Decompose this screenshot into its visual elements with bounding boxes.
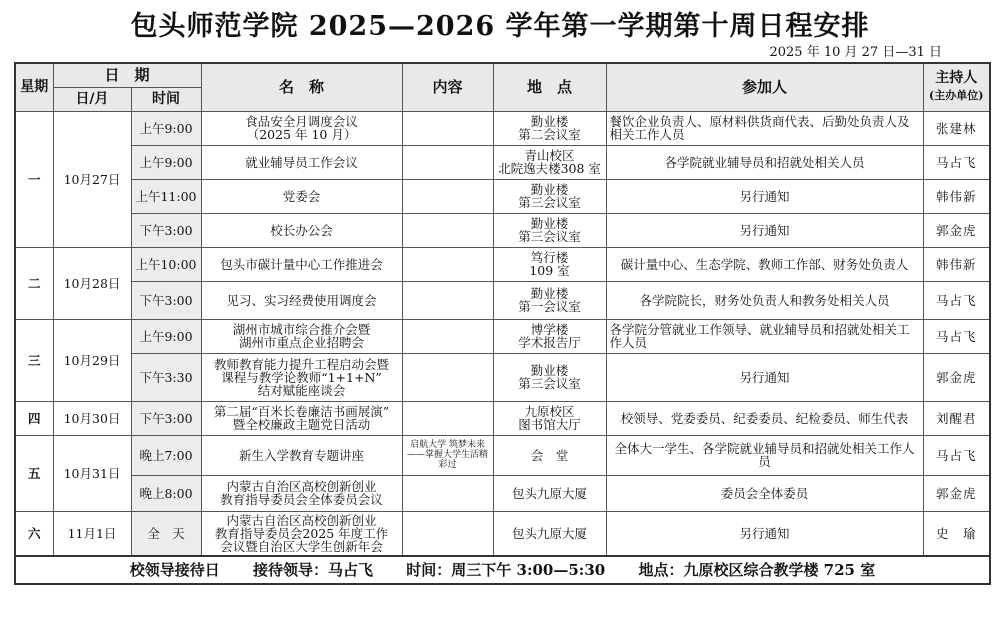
host-cell: 韩伟新 bbox=[923, 247, 990, 281]
event-content-cell-line: 启航大学 筑梦未来 bbox=[410, 440, 485, 450]
header-host-label: 主持人 bbox=[935, 70, 978, 87]
weekday-cell: 一 bbox=[15, 111, 53, 247]
location-cell bbox=[493, 145, 606, 179]
location-cell-line: 第三会议室 bbox=[518, 195, 581, 210]
event-content-cell bbox=[402, 511, 493, 556]
event-content-cell bbox=[402, 213, 493, 247]
weekday-cell: 五 bbox=[15, 435, 53, 511]
time-cell: 上午9:00 bbox=[131, 145, 201, 179]
event-name-cell bbox=[201, 319, 402, 353]
location-cell bbox=[493, 319, 606, 353]
event-name-cell bbox=[201, 111, 402, 145]
location-cell bbox=[493, 435, 606, 475]
header-host-sub: (主办单位) bbox=[929, 89, 984, 103]
location-cell-line: 九原校区 bbox=[524, 404, 575, 419]
location-cell bbox=[493, 213, 606, 247]
date-cell: 11月1日 bbox=[53, 511, 131, 556]
location-cell-line: 109 室 bbox=[529, 263, 570, 278]
location-cell-line: 博学楼 bbox=[530, 322, 569, 337]
location-cell bbox=[493, 401, 606, 435]
date-cell: 10月30日 bbox=[53, 401, 131, 435]
weekday-cell: 四 bbox=[15, 401, 53, 435]
event-name-cell-line: 就业辅导员工作会议 bbox=[245, 154, 358, 170]
time-cell: 下午3:00 bbox=[131, 213, 201, 247]
schedule-row bbox=[15, 353, 990, 401]
schedule-table bbox=[14, 62, 991, 585]
event-name-cell-line: 暨全校廉政主题党日活动 bbox=[232, 417, 371, 432]
location-cell-line: 勤业楼 bbox=[530, 182, 569, 197]
event-name-cell-line: 新生入学教育专题讲座 bbox=[239, 447, 365, 463]
schedule-row bbox=[15, 281, 990, 319]
time-cell: 下午3:30 bbox=[131, 353, 201, 401]
participants-cell: 全体大一学生、各学院就业辅导员和招就处相关工作人员 bbox=[606, 435, 923, 475]
location-cell-line: 第三会议室 bbox=[518, 229, 581, 244]
header-location: 地 点 bbox=[493, 63, 606, 111]
footer-place: 地点：九原校区综合教学楼 725 室 bbox=[638, 560, 876, 579]
schedule-row bbox=[15, 319, 990, 353]
time-cell: 上午10:00 bbox=[131, 247, 201, 281]
participants-cell: 另行通知 bbox=[606, 353, 923, 401]
event-name-cell bbox=[201, 179, 402, 213]
location-cell-line: 笃行楼 bbox=[530, 250, 569, 265]
location-cell-line: 第一会议室 bbox=[518, 299, 581, 314]
event-name-cell-line: 食品安全月调度会议 bbox=[245, 114, 358, 129]
schedule-row bbox=[15, 475, 990, 511]
host-cell: 史 瑜 bbox=[923, 511, 990, 556]
event-name-cell bbox=[201, 475, 402, 511]
event-name-cell-line: 内蒙古自治区高校创新创业 bbox=[226, 512, 377, 528]
time-cell: 下午3:00 bbox=[131, 401, 201, 435]
host-cell: 马占飞 bbox=[923, 281, 990, 319]
location-cell-line: 第二会议室 bbox=[518, 127, 581, 142]
participants-cell: 校领导、党委委员、纪委委员、纪检委员、师生代表 bbox=[606, 401, 923, 435]
event-name-cell bbox=[201, 401, 402, 435]
location-cell bbox=[493, 111, 606, 145]
time-cell: 上午9:00 bbox=[131, 319, 201, 353]
event-content-cell bbox=[402, 475, 493, 511]
participants-cell: 各学院就业辅导员和招就处相关人员 bbox=[606, 145, 923, 179]
location-cell bbox=[493, 511, 606, 556]
header-day-month: 日/月 bbox=[53, 87, 131, 111]
location-cell-line: 会 堂 bbox=[530, 447, 569, 463]
header-participants: 参加人 bbox=[606, 63, 923, 111]
participants-cell: 另行通知 bbox=[606, 213, 923, 247]
header-date-group: 日 期 bbox=[53, 63, 201, 87]
header-weekday: 星期 bbox=[15, 63, 53, 111]
footer-time: 时间：周三下午 3:00—5:30 bbox=[406, 560, 606, 579]
reception-footer bbox=[15, 556, 990, 584]
event-name-cell bbox=[201, 247, 402, 281]
time-cell: 上午11:00 bbox=[131, 179, 201, 213]
footer-leader: 接待领导：马占飞 bbox=[253, 560, 374, 579]
event-content-cell bbox=[402, 353, 493, 401]
event-content-cell-line: ——掌握大学生活精彩过 bbox=[407, 450, 489, 470]
schedule-body bbox=[15, 111, 990, 556]
event-name-cell-line: 包头市碳计量中心工作推进会 bbox=[220, 256, 383, 272]
time-cell: 晚上8:00 bbox=[131, 475, 201, 511]
time-cell: 下午3:00 bbox=[131, 281, 201, 319]
header-content: 内容 bbox=[402, 63, 493, 111]
host-cell: 马占飞 bbox=[923, 145, 990, 179]
event-name-cell-line: 党委会 bbox=[282, 188, 321, 204]
location-cell-line: 勤业楼 bbox=[530, 216, 569, 231]
time-cell: 上午9:00 bbox=[131, 111, 201, 145]
event-content-cell bbox=[402, 435, 493, 475]
host-cell: 马占飞 bbox=[923, 319, 990, 353]
weekday-cell: 六 bbox=[15, 511, 53, 556]
location-cell-line: 勤业楼 bbox=[530, 286, 569, 301]
event-name-cell-line: 教育指导委员会2025 年度工作 bbox=[214, 525, 389, 541]
location-cell bbox=[493, 475, 606, 511]
host-cell: 张建林 bbox=[923, 111, 990, 145]
event-name-cell-line: 湖州市城市综合推介会暨 bbox=[232, 322, 371, 337]
participants-cell: 餐饮企业负责人、原材料供货商代表、后勤处负责人及相关工作人员 bbox=[606, 111, 923, 145]
event-name-cell-line: 结对赋能座谈会 bbox=[257, 382, 346, 398]
participants-cell: 另行通知 bbox=[606, 511, 923, 556]
schedule-row bbox=[15, 511, 990, 556]
header-host bbox=[923, 63, 990, 111]
event-name-cell-line: （2025 年 10 月） bbox=[246, 127, 357, 142]
event-name-cell-line: 第二届“百米长卷廉洁书画展演” bbox=[213, 404, 390, 419]
participants-cell: 另行通知 bbox=[606, 179, 923, 213]
schedule-row bbox=[15, 247, 990, 281]
host-cell: 韩伟新 bbox=[923, 179, 990, 213]
schedule-row bbox=[15, 213, 990, 247]
host-cell: 郭金虎 bbox=[923, 353, 990, 401]
event-content-cell bbox=[402, 145, 493, 179]
location-cell bbox=[493, 281, 606, 319]
participants-cell: 各学院分管就业工作领导、就业辅导员和招就处相关工作人员 bbox=[606, 319, 923, 353]
event-content-cell bbox=[402, 281, 493, 319]
event-name-cell-line: 内蒙古自治区高校创新创业 bbox=[226, 479, 377, 494]
event-name-cell-line: 课程与教学论教师“1+1+N” bbox=[221, 369, 382, 385]
location-cell-line: 勤业楼 bbox=[530, 114, 569, 129]
location-cell-line: 学术报告厅 bbox=[518, 335, 581, 350]
event-name-cell bbox=[201, 353, 402, 401]
participants-cell: 碳计量中心、生态学院、教师工作部、财务处负责人 bbox=[606, 247, 923, 281]
participants-cell: 委员会全体委员 bbox=[606, 475, 923, 511]
event-name-cell-line: 校长办公会 bbox=[270, 222, 333, 238]
event-content-cell bbox=[402, 401, 493, 435]
event-content-cell bbox=[402, 111, 493, 145]
event-name-cell-line: 会议暨自治区大学生创新年会 bbox=[220, 538, 383, 554]
location-cell-line: 青山校区 bbox=[524, 148, 575, 163]
location-cell bbox=[493, 247, 606, 281]
time-cell: 晚上7:00 bbox=[131, 435, 201, 475]
event-name-cell-line: 教师教育能力提升工程启动会暨 bbox=[214, 356, 390, 372]
host-cell: 郭金虎 bbox=[923, 213, 990, 247]
time-cell: 全 天 bbox=[131, 511, 201, 556]
location-cell bbox=[493, 179, 606, 213]
event-name-cell bbox=[201, 435, 402, 475]
page-title: 包头师范学院 2025—2026 学年第一学期第十周日程安排 bbox=[130, 11, 870, 42]
event-name-cell bbox=[201, 511, 402, 556]
weekday-cell: 二 bbox=[15, 247, 53, 319]
footer-label: 校领导接待日 bbox=[129, 560, 220, 579]
event-name-cell-line: 湖州市重点企业招聘会 bbox=[239, 335, 365, 350]
host-cell: 刘醒君 bbox=[923, 401, 990, 435]
schedule-row bbox=[15, 145, 990, 179]
schedule-row bbox=[15, 179, 990, 213]
location-cell-line: 包头九原大厦 bbox=[512, 485, 588, 501]
date-cell: 10月28日 bbox=[53, 247, 131, 319]
location-cell bbox=[493, 353, 606, 401]
event-name-cell bbox=[201, 145, 402, 179]
event-name-cell-line: 见习、实习经费使用调度会 bbox=[226, 292, 377, 308]
schedule-row bbox=[15, 435, 990, 475]
location-cell-line: 第三会议室 bbox=[518, 376, 581, 391]
participants-cell: 各学院院长，财务处负责人和教务处相关人员 bbox=[606, 281, 923, 319]
event-name-cell-line: 教育指导委员会全体委员会议 bbox=[220, 492, 383, 507]
event-content-cell bbox=[402, 247, 493, 281]
event-name-cell bbox=[201, 281, 402, 319]
date-cell: 10月29日 bbox=[53, 319, 131, 401]
event-content-cell bbox=[402, 179, 493, 213]
date-cell: 10月31日 bbox=[53, 435, 131, 511]
date-cell: 10月27日 bbox=[53, 111, 131, 247]
location-cell-line: 图书馆大厅 bbox=[518, 417, 581, 432]
location-cell-line: 北院逸夫楼308 室 bbox=[498, 161, 601, 176]
event-name-cell bbox=[201, 213, 402, 247]
event-content-cell bbox=[402, 319, 493, 353]
location-cell-line: 包头九原大厦 bbox=[512, 525, 588, 541]
date-range: 2025 年 10 月 27 日—31 日 bbox=[769, 45, 942, 60]
schedule-row bbox=[15, 111, 990, 145]
host-cell: 郭金虎 bbox=[923, 475, 990, 511]
header-name: 名 称 bbox=[201, 63, 402, 111]
location-cell-line: 勤业楼 bbox=[530, 363, 569, 378]
header-time: 时间 bbox=[131, 87, 201, 111]
host-cell: 马占飞 bbox=[923, 435, 990, 475]
weekday-cell: 三 bbox=[15, 319, 53, 401]
schedule-row bbox=[15, 401, 990, 435]
